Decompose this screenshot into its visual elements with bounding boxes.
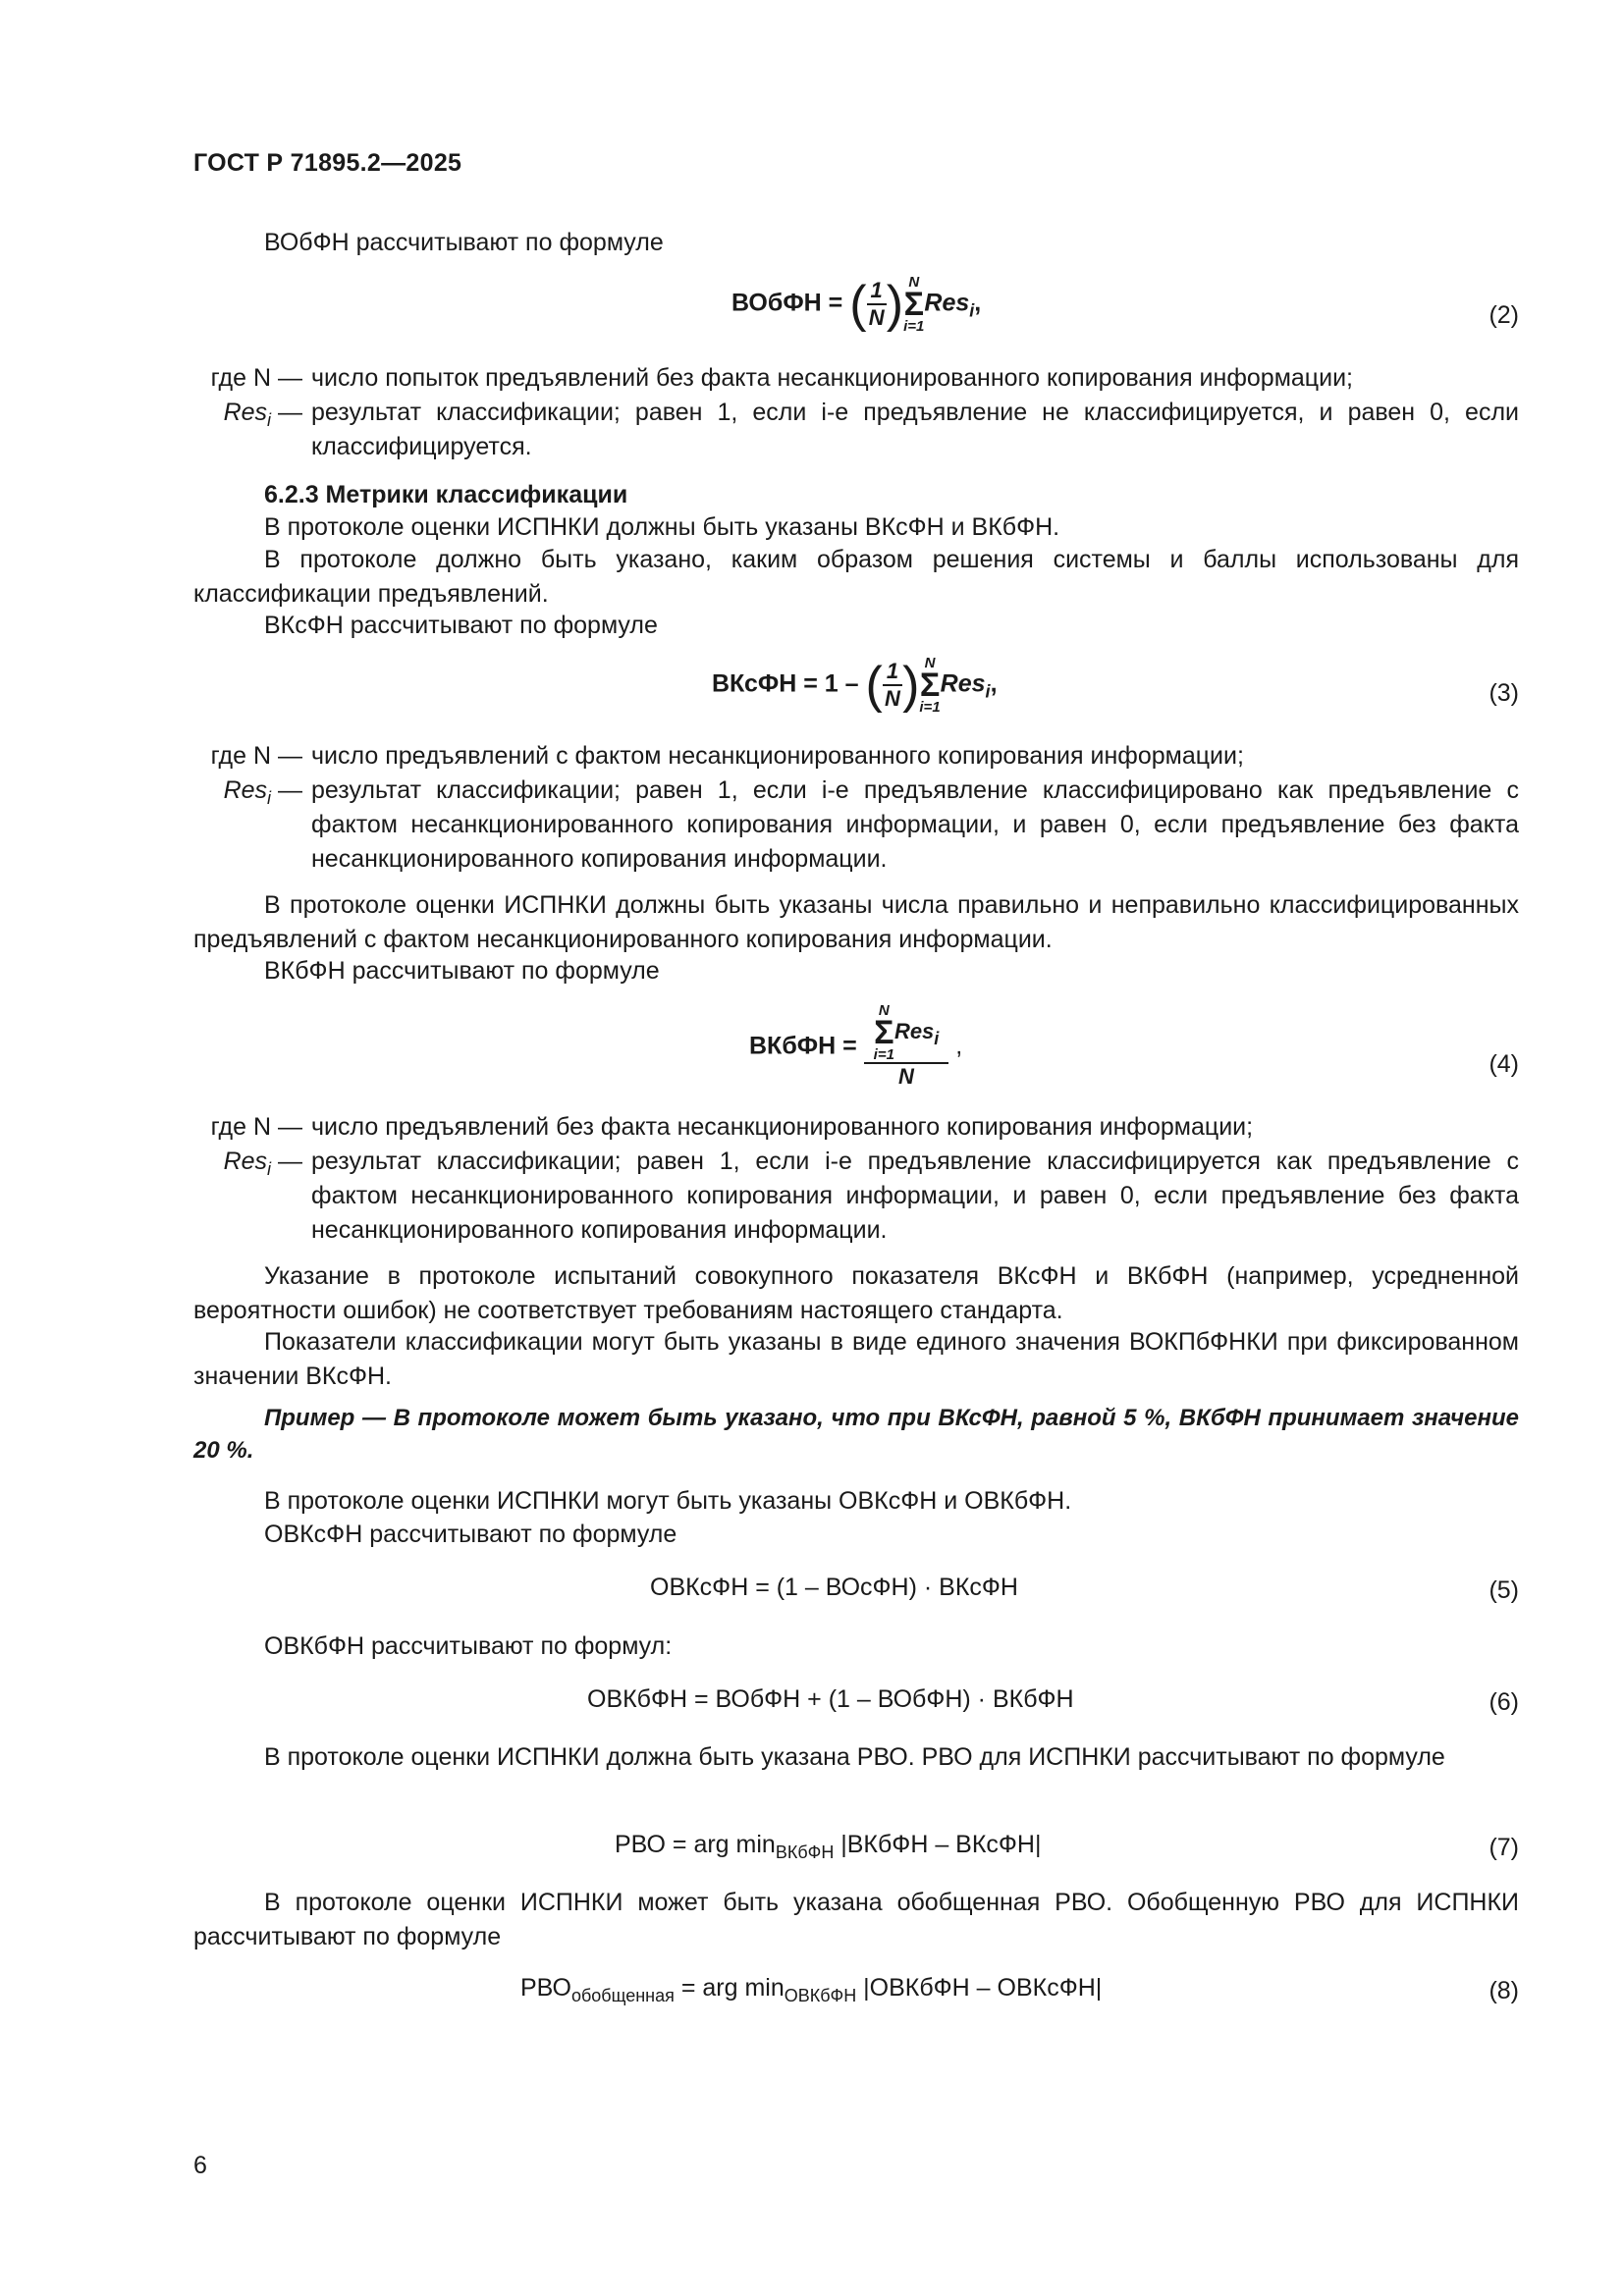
where-definition: число попыток предъявлений без факта несанкционированного копирования информации; [311, 364, 1353, 392]
sigma-icon: Σ [919, 667, 941, 704]
sum-upper: N [924, 655, 936, 671]
formula-part: |ОВКбФН – ОВКсФН| [856, 1974, 1103, 2002]
example-note: Пример — В протоколе может быть указано, что при ВКсФН, равной 5 %, ВКбФН принимает значение 20 %. [193, 1405, 1519, 1464]
sum-lower: i=1 [903, 318, 925, 335]
fraction-denominator: N [868, 305, 885, 330]
formula-8 [520, 1971, 1102, 2013]
fraction [867, 278, 887, 331]
left-paren-icon: ( [849, 276, 867, 333]
equation-number: (3) [1489, 679, 1519, 707]
sigma-icon: Σ [903, 286, 924, 323]
formula-lhs: ВОбФН = [731, 289, 843, 317]
formula-subscript: ВКбФН [775, 1842, 835, 1862]
where-term [193, 1145, 302, 1187]
term-symbol: Res [223, 399, 268, 426]
where-block [193, 739, 1519, 877]
formula-tail: , [990, 669, 998, 698]
res-term: Res [893, 1018, 935, 1043]
formula-5: ОВКсФН = (1 – ВОсФН) · ВКсФН [650, 1574, 1018, 1601]
equation-number: (2) [1489, 301, 1519, 329]
paragraph: В протоколе оценки ИСПНКИ должны быть указаны числа правильно и неправильно классифицированных предъявлений с фактом несанкционированного копирования информации. [193, 891, 1519, 953]
where-definition: результат классификации; равен 1, если i-е предъявление не классифицируется, и равен 0, если классифицируется. [311, 399, 1519, 460]
term-dash: — [271, 399, 302, 426]
term-dash: — [271, 1148, 302, 1175]
res-subscript: i [934, 1028, 940, 1048]
where-definition: число предъявлений без факта несанкционированного копирования информации; [311, 1113, 1254, 1141]
formula-2 [731, 275, 981, 334]
fraction-numerator: 1 [867, 278, 887, 305]
right-paren-icon: ) [886, 276, 904, 333]
right-paren-icon: ) [902, 657, 920, 714]
formula-subscript: обобщенная [570, 1986, 675, 2005]
sum-symbol [903, 275, 924, 334]
formula-part: РВО [520, 1974, 571, 2002]
res-subscript: i [985, 681, 991, 702]
where-definition: результат классификации; равен 1, если i-е предъявление классифицировано как предъявление с фактом несанкционированного копирования информации, и равен 0, если предъявление без факта несанкционированного копирования информации. [311, 776, 1519, 873]
where-term: где N — [210, 742, 302, 770]
formula-tail: , [955, 1032, 963, 1060]
res-term: Res [924, 289, 970, 317]
equation-number: (7) [1489, 1834, 1519, 1861]
formula-4 [749, 1003, 962, 1090]
sum-upper: N [908, 274, 920, 291]
where-term [193, 774, 302, 816]
paragraph: В протоколе оценки ИСПНКИ должны быть указаны ВКсФН и ВКбФН. [264, 513, 1060, 541]
formula-7 [615, 1828, 1041, 1870]
formula-lhs: ВКбФН = [749, 1032, 857, 1060]
formula-3 [712, 656, 998, 715]
paragraph: Указание в протоколе испытаний совокупного показателя ВКсФН и ВКбФН (например, усредненной вероятности ошибок) не соответствует требованиям настоящего стандарта. [193, 1262, 1519, 1324]
res-subscript: i [969, 300, 975, 321]
paragraph: ОВКсФН рассчитывают по формуле [264, 1521, 677, 1548]
fraction-numerator [864, 1003, 949, 1064]
page-number: 6 [193, 2152, 207, 2179]
sum-upper: N [878, 1002, 890, 1019]
term-subscript: i [267, 788, 272, 808]
equation-number: (5) [1489, 1576, 1519, 1604]
formula-part: |ВКбФН – ВКсФН| [834, 1831, 1042, 1858]
left-paren-icon: ( [865, 657, 883, 714]
paragraph: Показатели классификации могут быть указаны в виде единого значения ВОКПбФНКИ при фиксированном значении ВКсФН. [193, 1328, 1519, 1390]
paragraph: ВКсФН рассчитывают по формуле [264, 612, 658, 639]
formula-subscript: ОВКбФН [784, 1986, 857, 2005]
paragraph: ВКбФН рассчитывают по формуле [264, 957, 660, 985]
fraction-denominator: N [898, 1064, 914, 1089]
equation-number: (6) [1489, 1688, 1519, 1716]
sum-symbol [874, 1003, 894, 1062]
equation-number: (8) [1489, 1977, 1519, 2004]
sum-symbol [919, 656, 940, 715]
fraction-denominator: N [884, 686, 900, 711]
paragraph: В протоколе оценки ИСПНКИ должна быть указана РВО. РВО для ИСПНКИ рассчитывают по формуле [264, 1743, 1445, 1771]
document-header: ГОСТ Р 71895.2—2025 [193, 149, 462, 177]
where-term: где N — [210, 364, 302, 392]
where-definition: число предъявлений с фактом несанкционированного копирования информации; [311, 742, 1244, 770]
term-subscript: i [267, 1159, 272, 1179]
section-heading: 6.2.3 Метрики классификации [264, 481, 628, 508]
sum-lower: i=1 [873, 1046, 894, 1063]
where-definition: результат классификации; равен 1, если i-е предъявление классифицируется как предъявление с фактом несанкционированного копирования информации, и равен 0, если предъявление без факта несанкционированного копирования информации. [311, 1148, 1519, 1244]
formula-part: РВО = arg min [615, 1831, 776, 1858]
term-symbol: Res [223, 776, 268, 804]
where-block [193, 361, 1519, 464]
where-term: где N — [210, 1113, 302, 1141]
res-term: Res [940, 669, 986, 698]
paragraph: В протоколе должно быть указано, каким образом решения системы и баллы использованы для классификации предъявлений. [193, 546, 1519, 608]
where-block [193, 1110, 1519, 1248]
fraction [864, 1003, 949, 1090]
fraction [883, 659, 902, 712]
paragraph: В протоколе оценки ИСПНКИ может быть указана обобщенная РВО. Обобщенную РВО для ИСПНКИ рассчитывают по формуле [193, 1889, 1519, 1950]
paragraph: ВОбФН рассчитывают по формуле [264, 229, 664, 256]
where-term [193, 396, 302, 438]
formula-part: = arg min [674, 1974, 785, 2002]
paragraph: ОВКбФН рассчитывают по формул: [264, 1632, 673, 1660]
sigma-icon: Σ [874, 1014, 894, 1051]
sum-lower: i=1 [919, 699, 941, 716]
term-subscript: i [267, 410, 272, 430]
fraction-numerator: 1 [883, 659, 902, 686]
term-symbol: Res [223, 1148, 268, 1175]
equation-number: (4) [1489, 1050, 1519, 1078]
term-dash: — [271, 776, 302, 804]
formula-lhs: ВКсФН = 1 – [712, 669, 859, 698]
formula-tail: , [974, 289, 982, 317]
formula-6: ОВКбФН = ВОбФН + (1 – ВОбФН) · ВКбФН [587, 1685, 1074, 1713]
paragraph: В протоколе оценки ИСПНКИ могут быть указаны ОВКсФН и ОВКбФН. [264, 1487, 1072, 1515]
